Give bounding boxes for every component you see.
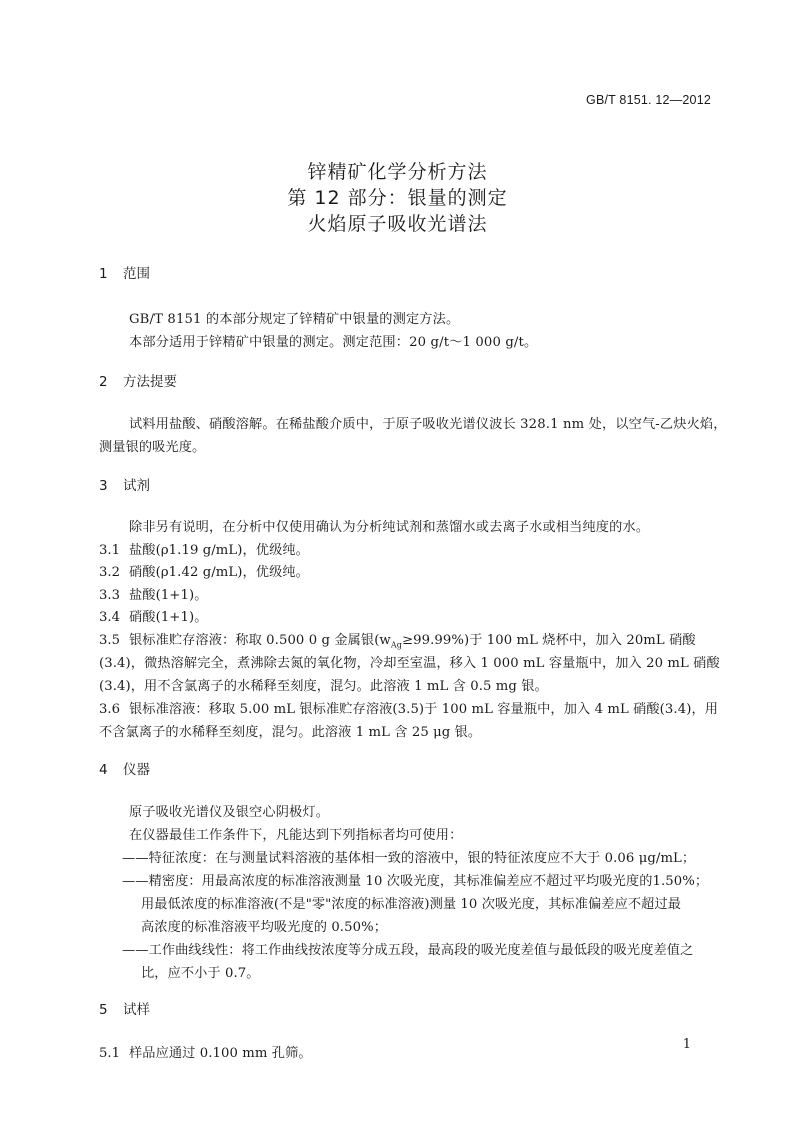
subscript-ag: Ag bbox=[390, 640, 402, 650]
criterion-characteristic-concentration: ——特征浓度：在与测量试料溶液的基体相一致的溶液中，银的特征浓度应不大于 0.06 μg/mL； bbox=[122, 851, 696, 866]
section-1-paragraph-2: 本部分适用于锌精矿中银量的测定。测定范围：20 g/t～1 000 g/t。 bbox=[129, 335, 538, 350]
criterion-precision-line-2: 用最低浓度的标准溶液(不是"零"浓度的标准溶液)测量 10 次吸光度，其标准偏差应不超过最 bbox=[141, 897, 682, 912]
section-1-heading bbox=[99, 268, 150, 282]
section-5-heading bbox=[99, 1004, 150, 1018]
item-3-5-number: 3.5 bbox=[99, 633, 120, 648]
item-3-5-line-1-a: 银标准贮存溶液：称取 0.500 0 g 金属银(w bbox=[129, 633, 391, 648]
item-3-4-text: 硝酸(1+1)。 bbox=[129, 610, 208, 625]
section-number: 2 bbox=[99, 374, 108, 390]
item-3-5-line-1-b: ≥99.99%)于 100 mL 烧杯中，加入 20mL 硝酸 bbox=[401, 633, 696, 648]
item-5-1-number: 5.1 bbox=[99, 1046, 120, 1061]
item-5-1-text: 样品应通过 0.100 mm 孔筛。 bbox=[129, 1046, 312, 1061]
section-title: 仪器 bbox=[123, 762, 150, 778]
section-number: 1 bbox=[99, 266, 108, 282]
item-3-4-number: 3.4 bbox=[99, 610, 120, 625]
item-3-5-line-1 bbox=[129, 634, 696, 650]
section-3-intro: 除非另有说明，在分析中仅使用确认为分析纯试剂和蒸馏水或去离子水或相当纯度的水。 bbox=[129, 520, 650, 535]
section-title: 方法提要 bbox=[123, 374, 177, 390]
item-3-5-line-2: (3.4)，微热溶解完全，煮沸除去氮的氧化物，冷却至室温，移入 1 000 mL 容量瓶中，加入 20 mL 硝酸 bbox=[99, 656, 720, 671]
section-2-heading bbox=[99, 376, 177, 390]
section-title: 范围 bbox=[123, 266, 150, 282]
item-3-1-text: 盐酸(ρ1.19 g/mL)，优级纯。 bbox=[129, 543, 309, 558]
standard-code: GB/T 8151. 12—2012 bbox=[586, 93, 711, 107]
section-4-paragraph-1: 原子吸收光谱仪及银空心阴极灯。 bbox=[129, 805, 330, 820]
section-3-heading bbox=[99, 480, 150, 494]
section-number: 5 bbox=[99, 1002, 108, 1018]
section-title: 试样 bbox=[123, 1002, 150, 1018]
section-2-paragraph-line-2: 测量银的吸光度。 bbox=[99, 440, 206, 455]
item-3-3-text: 盐酸(1+1)。 bbox=[129, 588, 208, 603]
page-number: 1 bbox=[682, 1037, 691, 1052]
section-1-paragraph-1: GB/T 8151 的本部分规定了锌精矿中银量的测定方法。 bbox=[129, 312, 460, 327]
title-line-3: 火焰原子吸收光谱法 bbox=[307, 213, 488, 235]
item-3-3-number: 3.3 bbox=[99, 588, 120, 603]
item-3-1-number: 3.1 bbox=[99, 543, 120, 558]
item-3-2-number: 3.2 bbox=[99, 565, 120, 580]
title-line-2: 第 12 部分：银量的测定 bbox=[287, 187, 508, 209]
item-3-6-line-2: 不含氯离子的水稀释至刻度，混匀。此溶液 1 mL 含 25 μg 银。 bbox=[99, 725, 482, 740]
section-number: 4 bbox=[99, 762, 108, 778]
criterion-linearity-line-1: ——工作曲线线性：将工作曲线按浓度等分成五段，最高段的吸光度差值与最低段的吸光度差值之 bbox=[122, 943, 694, 958]
section-2-paragraph-line-1: 试料用盐酸、硝酸溶解。在稀盐酸介质中，于原子吸收光谱仪波长 328.1 nm 处，以空气-乙炔火焰， bbox=[129, 417, 727, 432]
criterion-precision-line-3: 高浓度的标准溶液平均吸光度的 0.50%； bbox=[141, 920, 387, 935]
item-3-2-text: 硝酸(ρ1.42 g/mL)，优级纯。 bbox=[129, 565, 309, 580]
title-line-1: 锌精矿化学分析方法 bbox=[307, 161, 488, 183]
item-3-6-number: 3.6 bbox=[99, 702, 120, 717]
section-title: 试剂 bbox=[123, 478, 150, 494]
section-number: 3 bbox=[99, 478, 108, 494]
criterion-precision-line-1: ——精密度：用最高浓度的标准溶液测量 10 次吸光度，其标准偏差应不超过平均吸光度的1.50%； bbox=[122, 874, 709, 889]
section-4-heading bbox=[99, 764, 150, 778]
criterion-linearity-line-2: 比，应不小于 0.7。 bbox=[141, 966, 260, 981]
section-4-paragraph-2: 在仪器最佳工作条件下，凡能达到下列指标者均可使用： bbox=[129, 828, 463, 843]
item-3-5-line-3: (3.4)，用不含氯离子的水稀释至刻度，混匀。此溶液 1 mL 含 0.5 mg 银。 bbox=[99, 679, 548, 694]
item-3-6-line-1: 银标准溶液：移取 5.00 mL 银标准贮存溶液(3.5)于 100 mL 容量瓶中，加入 4 mL 硝酸(3.4)，用 bbox=[129, 702, 719, 717]
